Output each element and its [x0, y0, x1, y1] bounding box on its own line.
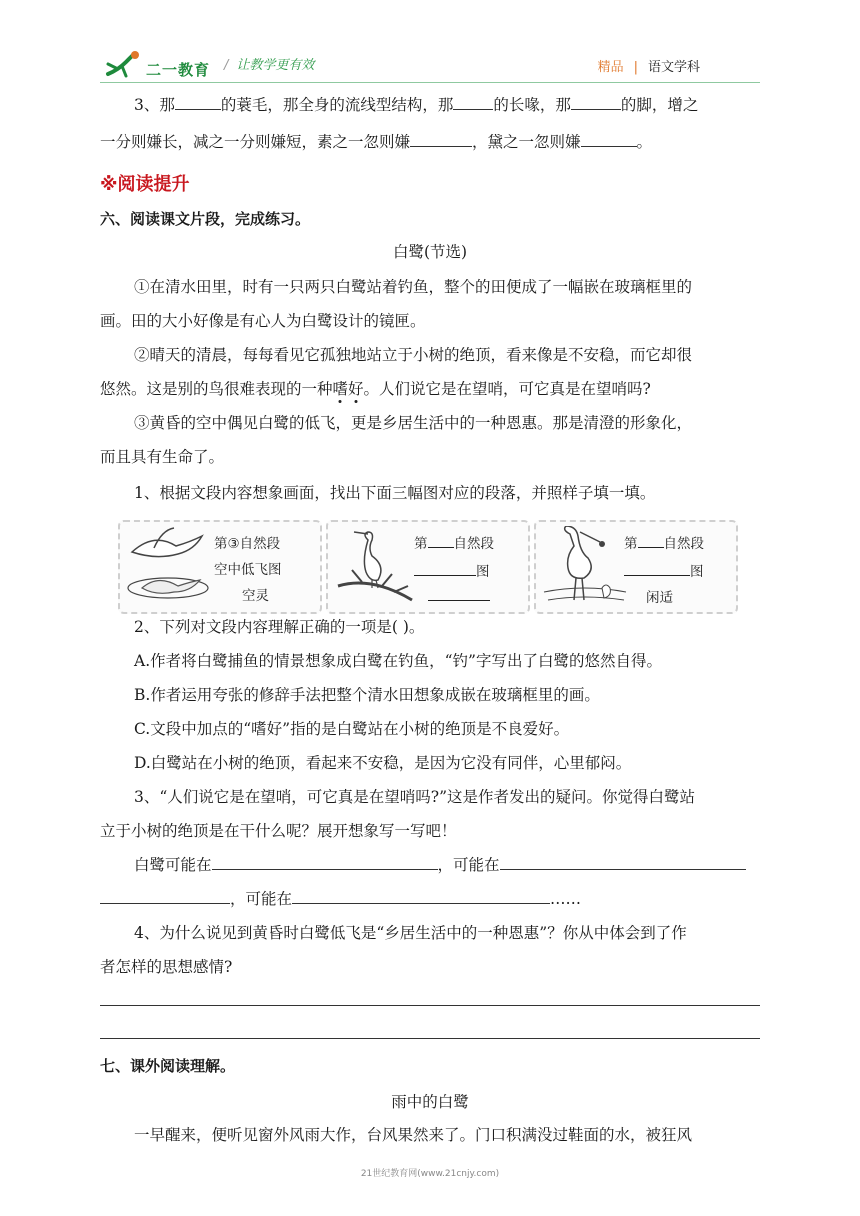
pic2-line3 — [428, 586, 490, 605]
blank[interactable] — [428, 586, 490, 601]
q3-text-3: 的长喙，那 — [493, 96, 571, 114]
slogan-text: 让教学更有效 — [236, 58, 315, 73]
blank[interactable] — [571, 92, 621, 110]
option-c[interactable]: C.文段中加点的“嗜好”指的是白鹭站在小树的绝顶是不良爱好。 — [134, 720, 570, 738]
q3-line1 — [134, 90, 698, 120]
pic2-tu: 图 — [476, 564, 490, 580]
option-d[interactable]: D.白鹭站在小树的绝顶，看起来不安稳，是因为它没有同伴，心里郁闷。 — [134, 754, 632, 772]
pic1-line1: 第③自然段 — [214, 536, 281, 552]
dotted-char: 好 — [348, 380, 364, 398]
passage2-para1: 一早醒来，便听见窗外风雨大作，台风果然来了。门口积满没过鞋面的水，被狂风 — [134, 1126, 693, 1144]
fill-text-c: ，可能在 — [230, 890, 293, 908]
para2-line2 — [100, 374, 651, 404]
para2-line1: ②晴天的清晨，每每看见它孤独地站立于小树的绝顶，看来像是不安稳，而它却很 — [134, 346, 693, 364]
blank[interactable] — [500, 852, 746, 870]
blank[interactable] — [410, 129, 472, 147]
para1-line1: ①在清水田里，时有一只两只白鹭站着钓鱼，整个的田便成了一幅嵌在玻璃框里的 — [134, 278, 693, 296]
para3-line2: 而且具有生命了。 — [100, 448, 225, 466]
fill-text-a: 白鹭可能在 — [134, 856, 212, 874]
blank[interactable] — [212, 852, 438, 870]
picture-box-1 — [118, 520, 322, 614]
passage2-title: 雨中的白鹭 — [391, 1093, 469, 1111]
fill-text-end: …… — [550, 890, 582, 908]
header-divider — [100, 82, 760, 83]
answer-line[interactable] — [100, 1005, 760, 1006]
tag-subject: 语文学科 — [647, 60, 700, 75]
q3-text-7: 。 — [636, 133, 653, 151]
blank[interactable] — [624, 561, 690, 576]
q4-line1: 4、为什么说见到黄昏时白鹭低飞是“乡居生活中的一种恩惠”？你从中体会到了作 — [134, 924, 687, 942]
q3-text-4: 的脚，增之 — [620, 96, 699, 114]
pic1-line2: 空中低飞图 — [214, 562, 282, 578]
pic3-line3: 闲适 — [646, 590, 673, 606]
pic3-di: 第 — [624, 536, 638, 552]
q3-text-5: 一分则嫌长，减之一分则嫌短，素之一忽则嫌 — [100, 133, 411, 151]
slogan: / 让教学更有效 — [224, 58, 315, 73]
answer-line[interactable] — [100, 1038, 760, 1039]
section7-title: 七、课外阅读理解。 — [100, 1057, 236, 1075]
option-b[interactable]: B.作者运用夸张的修辞手法把整个清水田想象成嵌在玻璃框里的画。 — [134, 686, 600, 704]
section6-title: 六、阅读课文片段，完成练习。 — [100, 210, 311, 228]
blank[interactable] — [581, 129, 637, 147]
picture-box-2 — [326, 520, 530, 614]
picture-box-3 — [534, 520, 738, 614]
pic2-line1 — [414, 532, 494, 552]
q3b-fill-line1 — [134, 850, 746, 880]
blank[interactable] — [414, 561, 476, 576]
para3-line1: ③黄昏的空中偶见白鹭的低飞，更是乡居生活中的一种恩惠。那是清澄的形象化， — [134, 414, 693, 432]
header-tags: 精品 | 语文学科 — [597, 60, 700, 75]
blank[interactable] — [453, 92, 493, 110]
standing-egret-icon — [540, 526, 630, 608]
blank[interactable] — [428, 533, 454, 548]
section-reading-heading: ※阅读提升 — [100, 174, 190, 195]
passage-title: 白鹭(节选) — [392, 243, 468, 261]
pic2-zirdj: 自然段 — [453, 536, 494, 552]
q4-line2: 者怎样的思想感情? — [100, 958, 233, 976]
pic1-line3: 空灵 — [242, 588, 269, 604]
q1-prompt: 1、根据文段内容想象画面，找出下面三幅图对应的段落，并照样子填一填。 — [134, 484, 656, 502]
q2-prompt: 2、下列对文段内容理解正确的一项是( )。 — [134, 618, 425, 636]
pic3-zirdj: 自然段 — [663, 536, 704, 552]
blank[interactable] — [638, 533, 664, 548]
perched-egret-icon — [332, 526, 422, 608]
blank[interactable] — [100, 886, 230, 904]
q3b-fill-line2 — [100, 884, 581, 914]
blank[interactable] — [175, 92, 221, 110]
logo — [104, 50, 234, 80]
runner-logo-icon — [104, 50, 144, 78]
page-header — [100, 44, 760, 84]
q3-text-6: ，黛之一忽则嫌 — [472, 133, 581, 151]
para1-line2: 画。田的大小好像是有心人为白鹭设计的镜匣。 — [100, 312, 426, 330]
pic3-line2 — [624, 560, 704, 580]
pic2-line2 — [414, 560, 490, 580]
fill-text-b: ，可能在 — [437, 856, 500, 874]
para2-text-b: 。人们说它是在望哨，可它真是在望哨吗? — [363, 380, 651, 398]
q3-text-1: 3、那 — [134, 96, 175, 114]
logo-text: 二一教育 — [146, 61, 211, 79]
pic2-di: 第 — [414, 536, 428, 552]
tag-jingpin: 精品 — [597, 60, 624, 75]
flying-egret-icon — [124, 526, 214, 608]
pic3-tu: 图 — [690, 564, 704, 580]
q3b-line1: 3、“人们说它是在望哨，可它真是在望哨吗?”这是作者发出的疑问。你觉得白鹭站 — [134, 788, 696, 806]
q3b-line2: 立于小树的绝顶是在干什么呢？展开想象写一写吧！ — [100, 822, 457, 840]
q3-text-2: 的蓑毛，那全身的流线型结构，那 — [220, 96, 454, 114]
para2-text-a: 悠然。这是别的鸟很难表现的一种 — [100, 380, 333, 398]
pic3-line1 — [624, 532, 704, 552]
q3-line2 — [100, 127, 652, 157]
page-footer: 21世纪教育网(www.21cnjy.com) — [360, 1169, 500, 1179]
dotted-char: 嗜 — [332, 380, 349, 398]
blank[interactable] — [292, 886, 550, 904]
option-a[interactable]: A.作者将白鹭捕鱼的情景想象成白鹭在钓鱼，“钓”字写出了白鹭的悠然自得。 — [134, 652, 662, 670]
